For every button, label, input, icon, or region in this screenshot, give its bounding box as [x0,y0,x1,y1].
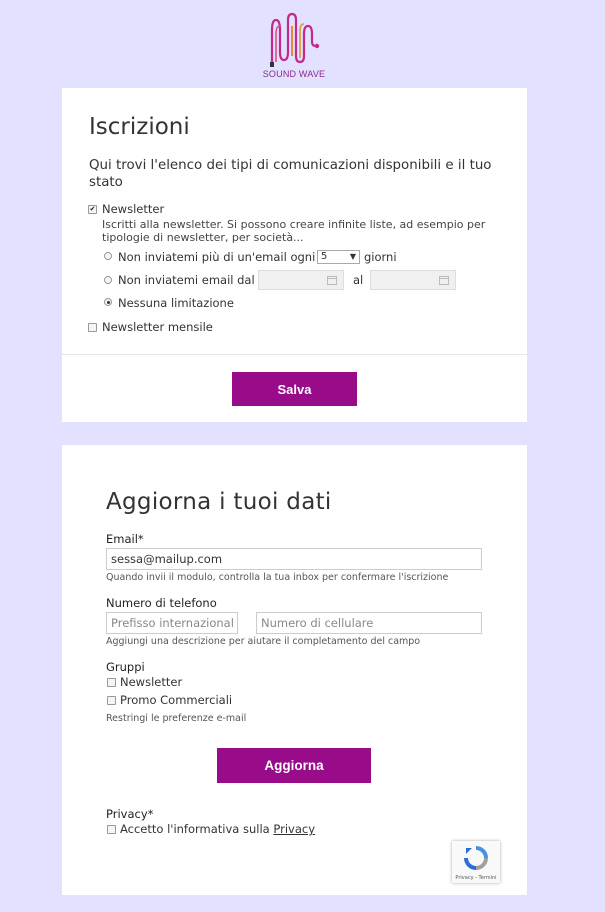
frequency-select[interactable] [317,250,360,264]
phone-number-input[interactable]: Numero di cellulare [256,612,482,634]
newsletter-label[interactable]: Newsletter [102,202,165,216]
calendar-icon [327,275,337,285]
date-to-input[interactable] [370,270,456,290]
no-limit-label: Nessuna limitazione [118,296,234,310]
recaptcha-icon [463,845,489,871]
radio-frequency-limit[interactable] [104,252,112,260]
subscriptions-title: Iscrizioni [89,114,190,140]
update-card [62,445,527,895]
logo-text: SOUND WAVE [262,69,326,79]
save-button[interactable]: Salva [232,372,357,406]
frequency-suffix: giorni [364,250,397,264]
email-field[interactable]: sessa@mailup.com [106,548,482,570]
frequency-prefix: Non inviatemi più di un'email ogni [118,250,316,264]
radio-no-limit[interactable] [104,298,112,306]
group-promo-checkbox[interactable] [107,696,116,705]
monthly-newsletter-label[interactable]: Newsletter mensile [102,320,213,334]
email-label: Email* [106,532,144,546]
privacy-checkbox[interactable] [107,825,116,834]
privacy-label: Privacy* [106,807,154,821]
groups-hint: Restringi le preferenze e-mail [106,713,247,724]
frequency-value: 5 [321,251,328,262]
privacy-text [120,822,315,836]
email-hint: Quando invii il modulo, controlla la tua inbox per confermare l'iscrizione [106,572,449,583]
range-mid: al [353,273,364,287]
update-button[interactable]: Aggiorna [217,748,371,783]
privacy-text-label: Accetto l'informativa sulla [120,822,270,836]
update-title: Aggiorna i tuoi dati [106,489,332,515]
phone-hint: Aggiungi una descrizione per aiutare il completamento del campo [106,636,421,647]
subscriptions-intro: Qui trovi l'elenco dei tipi di comunicazioni disponibili e il tuo stato [89,158,492,190]
recaptcha-text: Privacy - Termini [455,875,497,881]
group-newsletter-checkbox[interactable] [107,678,116,687]
chevron-down-icon: ▼ [349,252,356,261]
phone-label: Numero di telefono [106,596,217,610]
group-promo-label[interactable]: Promo Commerciali [120,693,233,707]
monthly-newsletter-checkbox[interactable] [88,323,97,332]
radio-date-range[interactable] [104,276,112,284]
range-prefix: Non inviatemi email dal [118,273,255,287]
recaptcha-badge[interactable] [452,841,500,883]
sound-wave-logo-icon [266,12,322,68]
date-from-input[interactable] [258,270,344,290]
sound-wave-logo [258,12,330,84]
calendar-icon [439,275,449,285]
subscriptions-card [62,88,527,422]
newsletter-description: Iscritti alla newsletter. Si possono creare infinite liste, ad esempio per tipologie di newsletter, per società... [102,218,486,244]
newsletter-checkbox[interactable]: ✔ [89,205,96,213]
groups-label: Gruppi [106,660,145,674]
divider [62,354,527,355]
phone-prefix-input[interactable]: Prefisso internazional [106,612,238,634]
privacy-link[interactable]: Privacy [273,822,316,836]
group-newsletter-label[interactable]: Newsletter [120,675,183,689]
